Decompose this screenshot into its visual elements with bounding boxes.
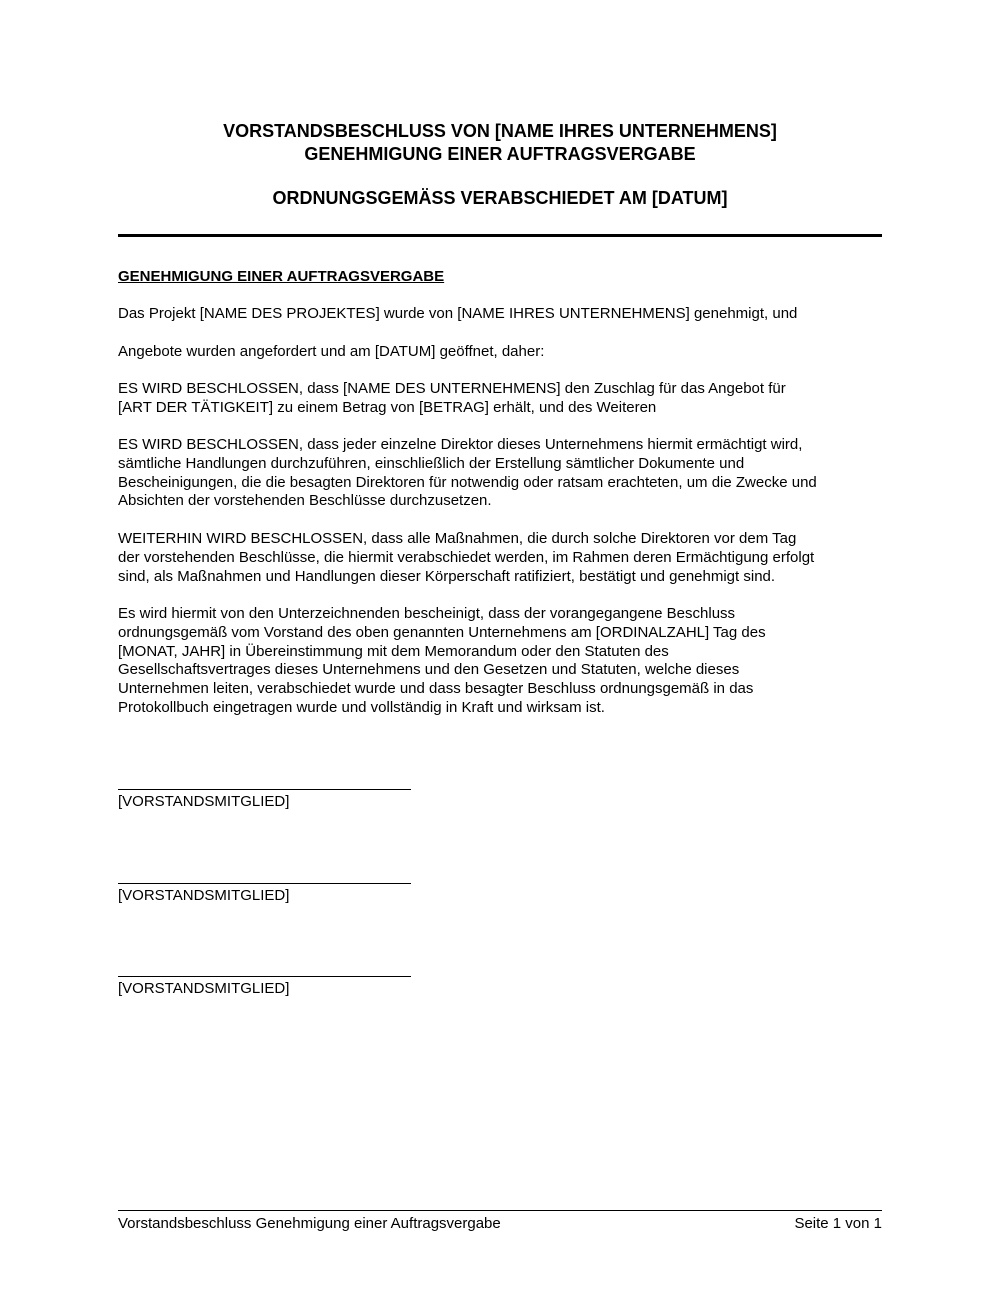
paragraph-line: Es wird hiermit von den Unterzeichnenden bescheinigt, dass der vorangegangene Beschluss — [118, 605, 736, 622]
paragraph-project-approval — [118, 305, 888, 324]
paragraph-line: der vorstehenden Beschlüsse, die hiermit verabschiedet werden, im Rahmen deren Ermächtigung erfolgt — [118, 548, 815, 566]
paragraph-line: sämtliche Handlungen durchzuführen, einschließlich der Erstellung sämtlicher Dokumente und — [118, 454, 745, 472]
footer-page-number: Seite 1 von 1 — [794, 1215, 882, 1232]
paragraph-line: [MONAT, JAHR] in Übereinstimmung mit dem Memorandum oder den Statuten des — [118, 642, 669, 660]
document-title-line-1: VORSTANDSBESCHLUSS VON [NAME IHRES UNTERNEHMENS] — [223, 121, 777, 141]
signature-line — [118, 789, 411, 790]
footer-document-title: Vorstandsbeschluss Genehmigung einer Auftragsvergabe — [118, 1215, 501, 1232]
paragraph-line: Das Projekt [NAME DES PROJEKTES] wurde von [NAME IHRES UNTERNEHMENS] genehmigt, und — [118, 305, 798, 322]
signature-label: [VORSTANDSMITGLIED] — [118, 980, 290, 997]
signature-label: [VORSTANDSMITGLIED] — [118, 793, 290, 810]
paragraph-further-resolution — [118, 530, 888, 586]
section-heading: GENEHMIGUNG EINER AUFTRAGSVERGABE — [118, 268, 445, 285]
paragraph-bids-requested — [118, 343, 888, 362]
paragraph-line: Absichten der vorstehenden Beschlüsse durchzusetzen. — [118, 492, 492, 510]
footer-divider — [118, 1210, 882, 1211]
paragraph-resolution-directors — [118, 436, 888, 511]
paragraph-line: ordnungsgemäß vom Vorstand des oben genannten Unternehmens am [ORDINALZAHL] Tag des — [118, 623, 766, 641]
title-divider — [118, 234, 882, 237]
paragraph-line: [ART DER TÄTIGKEIT] zu einem Betrag von [BETRAG] erhält, und des Weiteren — [118, 398, 657, 416]
paragraph-line: Angebote wurden angefordert und am [DATUM] geöffnet, daher: — [118, 343, 545, 360]
paragraph-certification — [118, 605, 888, 718]
paragraph-line: ES WIRD BESCHLOSSEN, dass jeder einzelne Direktor dieses Unternehmens hiermit ermächtigt wird, — [118, 436, 803, 453]
paragraph-line: sind, als Maßnahmen und Handlungen dieser Körperschaft ratifiziert, bestätigt und genehmigt sind. — [118, 567, 776, 585]
paragraph-line: ES WIRD BESCHLOSSEN, dass [NAME DES UNTERNEHMENS] den Zuschlag für das Angebot für — [118, 380, 786, 397]
signature-line — [118, 883, 411, 884]
paragraph-resolution-award — [118, 380, 888, 418]
signature-line — [118, 976, 411, 977]
document-title-line-2: GENEHMIGUNG EINER AUFTRAGSVERGABE — [304, 144, 696, 164]
paragraph-line: WEITERHIN WIRD BESCHLOSSEN, dass alle Maßnahmen, die durch solche Direktoren vor dem Tag — [118, 530, 797, 547]
document-title-line-3: ORDNUNGSGEMÄSS VERABSCHIEDET AM [DATUM] — [272, 188, 728, 208]
paragraph-line: Protokollbuch eingetragen wurde und vollständig in Kraft und wirksam ist. — [118, 698, 605, 716]
signature-label: [VORSTANDSMITGLIED] — [118, 887, 290, 904]
paragraph-line: Bescheinigungen, die die besagten Direktoren für notwendig oder ratsam erachteten, um die Zwecke und — [118, 473, 817, 491]
paragraph-line: Gesellschaftsvertrages dieses Unternehmens und den Gesetzen und Statuten, welche dieses — [118, 661, 740, 679]
paragraph-line: Unternehmen leiten, verabschiedet wurde und dass besagter Beschluss ordnungsgemäß in das — [118, 680, 754, 698]
